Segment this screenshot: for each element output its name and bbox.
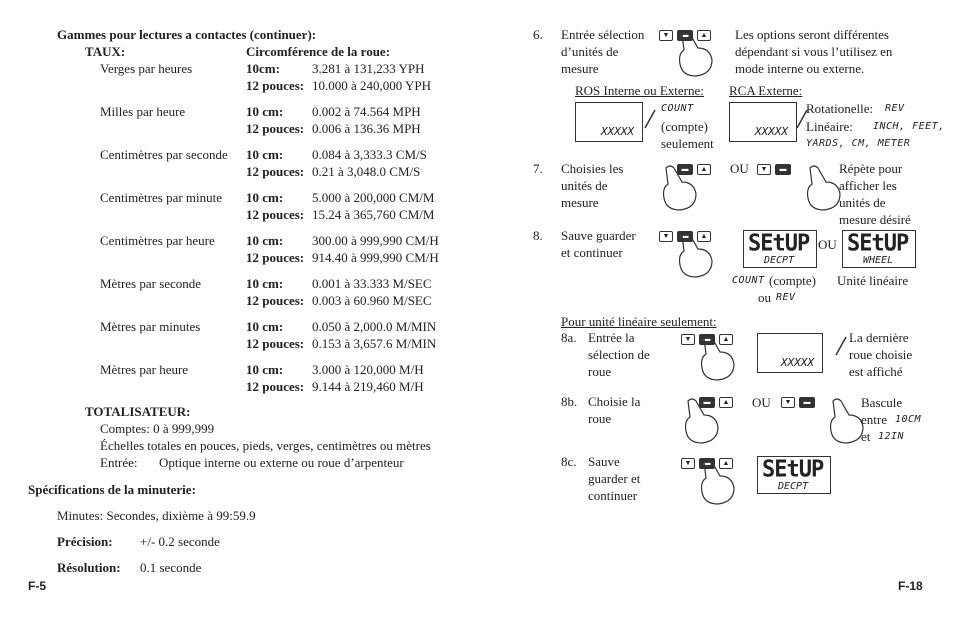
step-7-desc-2: afficher les xyxy=(839,178,897,193)
pointer-line-icon xyxy=(643,108,657,130)
step-7-line-1: Choisies les xyxy=(561,161,624,176)
compte-text: (compte) xyxy=(661,119,708,134)
size-10cm-label: 10 cm: xyxy=(246,104,284,119)
step-8a-line-1: Entrée la xyxy=(588,330,635,345)
step-6-desc-1: Les options seront différentes xyxy=(735,27,889,42)
decpt-text: DECPT xyxy=(778,481,809,492)
page-number-left: F-5 xyxy=(28,579,46,593)
step-6-line-2: d’unités de xyxy=(561,44,619,59)
comptes-text: Comptes: 0 à 999,999 xyxy=(100,421,215,436)
step-8b-buttons-b xyxy=(781,397,815,408)
minutes-text: Minutes: Secondes, dixième à 99:59.9 xyxy=(57,508,256,523)
down-arrow-icon[interactable]: ▼ xyxy=(659,231,673,242)
size-12in-label: 12 pouces: xyxy=(246,250,305,265)
size-10cm-range: 3.000 à 120,000 M/H xyxy=(312,362,424,377)
pointing-finger-icon xyxy=(698,334,738,382)
ros-lcd-display xyxy=(575,102,643,142)
mode-button-icon[interactable]: ▬ xyxy=(699,334,715,345)
wheel-12in-text: 12IN xyxy=(878,431,905,442)
step-7-line-3: mesure xyxy=(561,195,599,210)
size-10cm-label: 10 cm: xyxy=(246,190,284,205)
setup-decpt-lcd xyxy=(743,230,817,268)
size-12in-range: 0.153 à 3,657.6 M/MIN xyxy=(312,336,437,351)
ou-lower-text: ou xyxy=(758,290,771,305)
size-12in-range: 0.21 à 3,048.0 CM/S xyxy=(312,164,421,179)
step-8c-line-2: guarder et xyxy=(588,471,641,486)
down-arrow-icon[interactable]: ▼ xyxy=(681,334,695,345)
step-7-line-2: unités de xyxy=(561,178,608,193)
pointing-finger-icon xyxy=(682,397,722,445)
step-8c-number: 8c. xyxy=(561,454,577,469)
rca-lcd-display xyxy=(729,102,797,142)
size-10cm-label: 10 cm: xyxy=(246,319,284,334)
entree-label: Entrée: xyxy=(100,455,138,470)
size-12in-label: 12 pouces: xyxy=(246,207,305,222)
linear-only-heading: Pour unité linéaire seulement: xyxy=(561,314,717,329)
step-6-line-1: Entrée sélection xyxy=(561,27,645,42)
count-lcd-text: COUNT xyxy=(732,275,765,286)
up-arrow-icon[interactable]: ▲ xyxy=(719,334,733,345)
step-8b-line-2: roue xyxy=(588,411,612,426)
step-8-number: 8. xyxy=(533,228,543,243)
mode-button-icon[interactable]: ▬ xyxy=(677,231,693,242)
size-12in-range: 0.003 à 60.960 M/SEC xyxy=(312,293,432,308)
down-arrow-icon[interactable]: ▼ xyxy=(781,397,795,408)
mode-button-icon[interactable]: ▬ xyxy=(677,30,693,41)
down-arrow-icon[interactable]: ▼ xyxy=(757,164,771,175)
rate-name: Verges par heures xyxy=(100,61,193,76)
step-8c-line-3: continuer xyxy=(588,488,638,503)
mode-button-icon[interactable]: ▬ xyxy=(699,458,715,469)
setup-text: SEtUP xyxy=(847,230,909,257)
wheel-text: WHEEL xyxy=(863,255,894,266)
step-8a-line-2: sélection de xyxy=(588,347,650,362)
unite-lineaire-text: Unité linéaire xyxy=(837,273,909,288)
step-6-line-3: mesure xyxy=(561,61,599,76)
down-arrow-icon[interactable]: ▼ xyxy=(681,458,695,469)
size-12in-label: 12 pouces: xyxy=(246,336,305,351)
size-10cm-range: 0.084 à 3,333.3 CM/S xyxy=(312,147,427,162)
pointing-finger-icon xyxy=(804,164,844,212)
resolution-value: 0.1 seconde xyxy=(140,560,202,575)
resolution-label: Résolution: xyxy=(57,560,121,575)
step-6-desc-2: dépendant si vous l’utilisez en xyxy=(735,44,893,59)
step-8a-number: 8a. xyxy=(561,330,577,345)
rate-name: Centimètres par seconde xyxy=(100,147,228,162)
size-10cm-label: 10 cm: xyxy=(246,233,284,248)
lineaire-label: Linéaire: xyxy=(806,119,853,134)
size-10cm-label: 10 cm: xyxy=(246,276,284,291)
pointing-finger-icon xyxy=(676,30,716,78)
precision-value: +/- 0.2 seconde xyxy=(140,534,220,549)
step-8-line-1: Sauve guarder xyxy=(561,228,636,243)
step-8a-desc-1: La dernière xyxy=(849,330,909,345)
precision-label: Précision: xyxy=(57,534,113,549)
rate-name: Mètres par heure xyxy=(100,362,189,377)
setup-wheel-lcd xyxy=(842,230,916,268)
size-10cm-range: 5.000 à 200,000 CM/M xyxy=(312,190,435,205)
linear-units-line-1: INCH, FEET, xyxy=(873,121,945,132)
rate-name: Mètres par seconde xyxy=(100,276,202,291)
rate-name: Mètres par minutes xyxy=(100,319,201,334)
step-7-desc-3: unités de xyxy=(839,195,886,210)
step-8b-line-1: Choisie la xyxy=(588,394,641,409)
ou-text: OU xyxy=(730,161,749,176)
rev-lcd-text: REV xyxy=(885,103,905,114)
up-arrow-icon[interactable]: ▲ xyxy=(719,458,733,469)
size-10cm-label: 10cm: xyxy=(246,61,280,76)
size-12in-label: 12 pouces: xyxy=(246,78,305,93)
ros-label: ROS Interne ou Externe: xyxy=(575,83,704,98)
page-number-right: F-18 xyxy=(898,579,923,593)
size-12in-label: 12 pouces: xyxy=(246,121,305,136)
step-7-number: 7. xyxy=(533,161,543,176)
step-8c-line-1: Sauve xyxy=(588,454,620,469)
pointing-finger-icon xyxy=(676,231,716,279)
wheel-lcd-display xyxy=(757,333,823,373)
rca-label: RCA Externe: xyxy=(729,83,803,98)
ou-text: OU xyxy=(752,395,771,410)
size-10cm-label: 10 cm: xyxy=(246,362,284,377)
step-8b-number: 8b. xyxy=(561,394,578,409)
size-10cm-range: 0.002 à 74.564 MPH xyxy=(312,104,421,119)
mode-button-icon[interactable]: ▬ xyxy=(799,397,815,408)
mode-button-icon[interactable]: ▬ xyxy=(699,397,715,408)
rate-name: Centimètres par heure xyxy=(100,233,215,248)
step-8a-desc-3: est affiché xyxy=(849,364,903,379)
rotationelle-label: Rotationelle: xyxy=(806,101,874,116)
size-12in-range: 914.40 à 999,990 CM/H xyxy=(312,250,439,265)
size-10cm-range: 3.281 à 131,233 YPH xyxy=(312,61,425,76)
size-12in-label: 12 pouces: xyxy=(246,293,305,308)
et-text: et xyxy=(861,429,871,444)
size-12in-range: 9.144 à 219,460 M/H xyxy=(312,379,424,394)
step-7-desc-4: mesure désiré xyxy=(839,212,911,227)
step-8a-line-3: roue xyxy=(588,364,612,379)
entree-value: Optique interne ou externe ou roue d’arpenteur xyxy=(159,455,404,470)
taux-label: TAUX: xyxy=(85,44,126,59)
up-arrow-icon[interactable]: ▲ xyxy=(697,30,711,41)
pointing-finger-icon xyxy=(698,458,738,506)
up-arrow-icon[interactable]: ▲ xyxy=(697,164,711,175)
size-12in-range: 10.000 à 240,000 YPH xyxy=(312,78,432,93)
rate-name: Centimètres par minute xyxy=(100,190,223,205)
size-12in-label: 12 pouces: xyxy=(246,164,305,179)
lcd-value: XXXXX xyxy=(754,125,788,138)
wheel-10cm-text: 10CM xyxy=(895,414,922,425)
seulement-text: seulement xyxy=(661,136,714,151)
entre-text: entre xyxy=(861,412,887,427)
size-12in-range: 0.006 à 136.36 MPH xyxy=(312,121,421,136)
down-arrow-icon[interactable]: ▼ xyxy=(659,30,673,41)
size-10cm-range: 0.001 à 33.333 M/SEC xyxy=(312,276,432,291)
size-12in-label: 12 pouces: xyxy=(246,379,305,394)
rate-name: Milles par heure xyxy=(100,104,186,119)
mode-button-icon[interactable]: ▬ xyxy=(677,164,693,175)
up-arrow-icon[interactable]: ▲ xyxy=(697,231,711,242)
totalisateur-heading: TOTALISATEUR: xyxy=(85,404,191,419)
lcd-value: XXXXX xyxy=(780,356,814,369)
ranges-heading: Gammes pour lectures a contactes (continuer): xyxy=(57,27,317,42)
step-6-number: 6. xyxy=(533,27,543,42)
step-8-line-2: et continuer xyxy=(561,245,623,260)
mode-button-icon[interactable]: ▬ xyxy=(775,164,791,175)
size-10cm-range: 300.00 à 999,990 CM/H xyxy=(312,233,439,248)
lcd-value: XXXXX xyxy=(600,125,634,138)
up-arrow-icon[interactable]: ▲ xyxy=(719,397,733,408)
setup-decpt-lcd xyxy=(757,456,831,494)
compte-text: (compte) xyxy=(769,273,816,288)
step-8a-desc-2: roue choisie xyxy=(849,347,913,362)
pointer-line-icon xyxy=(834,335,848,357)
timer-spec-heading: Spécifications de la minuterie: xyxy=(28,482,196,497)
step-7-buttons-b xyxy=(757,164,791,175)
linear-units-line-2: YARDS, CM, METER xyxy=(806,138,911,149)
decpt-text: DECPT xyxy=(764,255,795,266)
step-7-desc-1: Répète pour xyxy=(839,161,903,176)
setup-text: SEtUP xyxy=(748,230,810,257)
echelles-text: Échelles totales en pouces, pieds, verges, centimètres ou mètres xyxy=(100,438,431,453)
circumference-label: Circomférence de la roue: xyxy=(246,44,391,59)
ou-text: OU xyxy=(818,237,837,252)
size-10cm-range: 0.050 à 2,000.0 M/MIN xyxy=(312,319,437,334)
pointing-finger-icon xyxy=(660,164,700,212)
size-12in-range: 15.24 à 365,760 CM/M xyxy=(312,207,435,222)
setup-text: SEtUP xyxy=(762,456,824,483)
size-10cm-label: 10 cm: xyxy=(246,147,284,162)
step-6-desc-3: mode interne ou externe. xyxy=(735,61,865,76)
count-lcd-text: COUNT xyxy=(661,103,694,114)
rev-lcd-text: REV xyxy=(776,292,796,303)
bascule-text: Bascule xyxy=(861,395,903,410)
